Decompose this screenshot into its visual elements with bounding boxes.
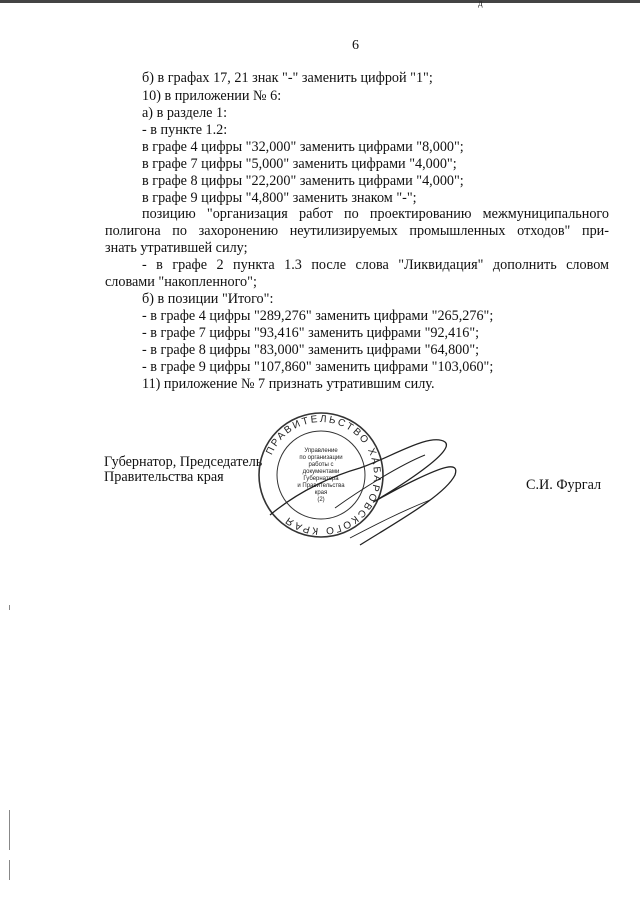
seal-inner-line: Губернатора (303, 476, 339, 482)
text-line: - в графе 9 цифры "107,860" заменить цифрами "103,060"; (142, 359, 494, 375)
handwritten-signature (240, 420, 470, 560)
seal-ring-text: ПРАВИТЕЛЬСТВО ХАБАРОВСКОГО КРАЯ (264, 413, 383, 537)
scan-speck (9, 810, 10, 850)
text-line: - в графе 7 цифры "93,416" заменить цифрами "92,416"; (142, 325, 480, 341)
seal-inner-line: по организации (299, 455, 343, 461)
paragraph-grafa2-line-1: - в графе 2 пункта 1.3 после слова "Ликвидация" дополнить словом (142, 257, 609, 273)
text-line: 10) в приложении № 6: (142, 88, 282, 104)
seal-inner-line: работы с документами (302, 462, 340, 475)
scan-speck (9, 860, 10, 880)
signature-title (104, 455, 262, 485)
text-line: - в пункте 1.2: (142, 122, 228, 138)
seal-inner-line: края (314, 490, 328, 496)
text-line: в графе 8 цифры "22,200" заменить цифрами "4,000"; (142, 173, 464, 189)
signatory-name: С.И. Фургал (526, 477, 602, 493)
paragraph-poziciya-line-2: полигона по захоронению неутилизируемых промышленных отходов" при- (105, 223, 609, 239)
signature-title-line-2: Правительства края (104, 469, 224, 485)
top-border-line (0, 0, 640, 3)
scan-speck (9, 605, 10, 610)
text-line: 11) приложение № 7 признать утратившим силу. (142, 376, 435, 392)
paragraph-grafa2-line-2: словами "накопленного"; (105, 274, 257, 290)
paragraph-poziciya-line-1: позицию "организация работ по проектированию межмуниципального (142, 206, 609, 222)
text-line: б) в позиции "Итого": (142, 291, 274, 307)
header-mark: д (478, 0, 483, 8)
text-line: - в графе 4 цифры "289,276" заменить цифрами "265,276"; (142, 308, 494, 324)
paragraph-poziciya-line-3: знать утратившей силу; (105, 240, 248, 256)
text-line: в графе 4 цифры "32,000" заменить цифрами "8,000"; (142, 139, 464, 155)
seal-inner-line: (2) (317, 497, 325, 503)
text-line: а) в разделе 1: (142, 105, 228, 121)
text-line: б) в графах 17, 21 знак "-" заменить цифрой "1"; (142, 70, 433, 86)
page-number: 6 (352, 38, 359, 53)
text-line: в графе 9 цифры "4,800" заменить знаком "-"; (142, 190, 417, 206)
text-line: - в графе 8 цифры "83,000" заменить цифрами "64,800"; (142, 342, 480, 358)
seal-inner-line: Управление (304, 448, 338, 454)
seal-inner-line: и Правительства (297, 483, 345, 489)
text-line: в графе 7 цифры "5,000" заменить цифрами "4,000"; (142, 156, 457, 172)
signature-title-line-1: Губернатор, Председатель (104, 454, 263, 470)
